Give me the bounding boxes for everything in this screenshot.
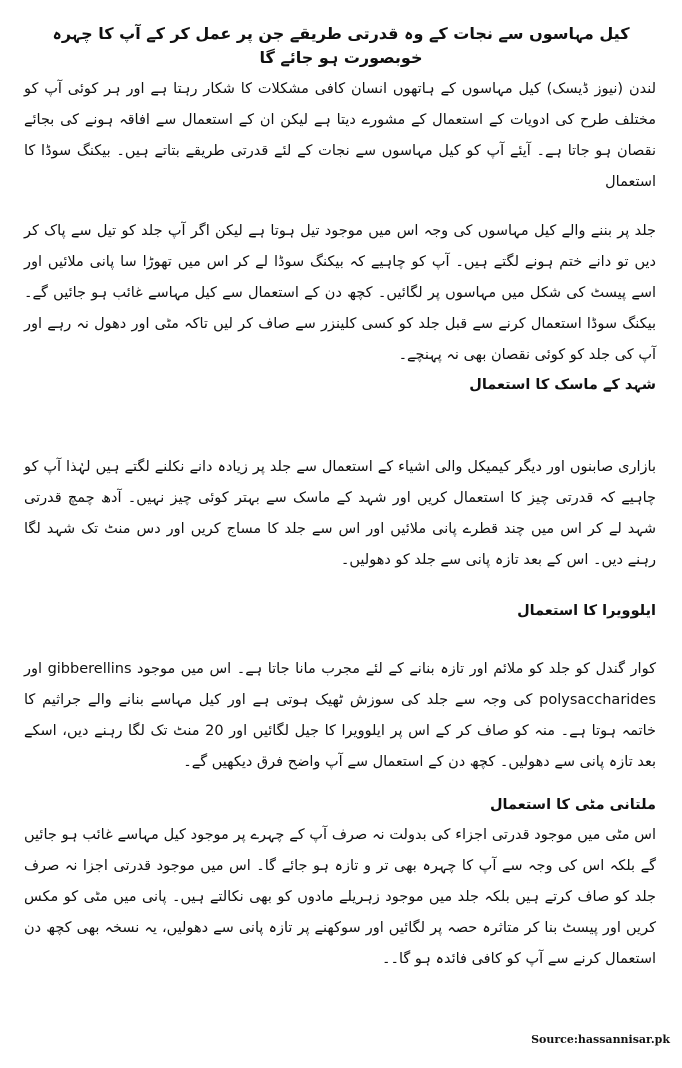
multani-mitti-heading: ملتانی مٹی کا استعمال <box>489 797 656 813</box>
aloe-vera-heading: ایلوویرا کا استعمال <box>517 603 656 619</box>
honey-mask-heading: شہد کے ماسک کا استعمال <box>469 377 656 393</box>
honey-mask-paragraph: بازاری صابنوں اور دیگر کیمیکل والی اشیاء کے استعمال سے جلد پر زیادہ دانے نکلنے لگتے ہیں لہٰذا آپ کو چاہیے کہ قدرتی چیز کا استعمال کریں اور شہد کے ماسک سے بہتر کوئی چیز نہیں۔ آدھ چمچ قدرتی شہد لے کر اس میں چند قطرے پانی ملائیں اور اس سے جلد کا مساج کریں اور دس منٹ تک شہد لگا رہنے دیں۔ اس کے بعد تازہ پانی سے جلد کو دھولیں۔ <box>24 459 656 568</box>
baking-soda-paragraph: جلد پر بننے والے کیل مہاسوں کی وجہ اس میں موجود تیل ہوتا ہے لیکن اگر آپ جلد کو تیل سے پاک کر دیں تو دانے ختم ہونے لگتے ہیں۔ آپ کو چاہیے کہ بیکنگ سوڈا لے کر اس میں تھوڑا سا پانی ملائیں اور اسے پیسٹ کی شکل میں مہاسوں پر لگائیں۔ کچھ دن کے استعمال سے کیل مہاسے غائب ہو جائیں گے۔ بیکنگ سوڈا استعمال کرنے سے قبل جلد کو کسی کلینزر سے صاف کر لیں تاکہ مٹی اور دھول نہ رہے اور آپ کی جلد کو کوئی نقصان بھی نہ پہنچے۔ <box>24 223 656 363</box>
article-title: کیل مہاسوں سے نجات کے وہ قدرتی طریقے جن پر عمل کر کے آپ کا چہرہ خوبصورت ہو جائے گا <box>52 24 630 67</box>
source-credit: Source:hassannisar.pk <box>531 1033 670 1046</box>
intro-paragraph: لندن (نیوز ڈیسک) کیل مہاسوں کے ہاتھوں انسان کافی مشکلات کا شکار رہتا ہے اور ہر کوئی آپ کو مختلف طرح کی ادویات کے استعمال کے مشورے دیتا ہے لیکن ان کے استعمال سے افاقہ ہونے کی بجائے نقصان ہو جاتا ہے۔ آیئے آپ کو کیل مہاسوں سے نجات کے لئے قدرتی طریقے بتاتے ہیں۔ بیکنگ سوڈا کا استعمال <box>24 81 656 190</box>
multani-mitti-paragraph: اس مٹی میں موجود قدرتی اجزاء کی بدولت نہ صرف آپ کے چہرے پر موجود کیل مہاسے غائب ہو جائیں گے بلکہ اس کی وجہ سے آپ کا چہرہ بھی تر و تازہ ہو جائے گا۔ اس میں موجود قدرتی اجزا نہ صرف جلد کو صاف کرتے ہیں بلکہ جلد میں موجود زہریلے مادوں کو بھی نکالتے ہیں۔ پانی میں مٹی کو مکس کریں اور پیسٹ بنا کر متاثرہ حصہ پر لگائیں اور سوکھنے پر تازہ پانی سے دھولیں، یہ نسخہ بھی کچھ دن استعمال کرنے سے آپ کو کافی فائدہ ہو گا۔۔ <box>24 827 656 967</box>
aloe-vera-paragraph: کوار گندل کو جلد کو ملائم اور تازہ بنانے کے لئے مجرب مانا جاتا ہے۔ اس میں موجود gibberellins اور polysaccharides کی وجہ سے جلد کی سوزش ٹھیک ہوتی ہے اور کیل مہاسے بنانے والے جراثیم کا خاتمہ ہوتا ہے۔ منہ کو صاف کر کے اس پر ایلوویرا کا جیل لگائیں اور 20 منٹ تک لگا رہنے دیں، اسکے بعد تازہ پانی سے دھولیں۔ کچھ دن کے استعمال سے آپ واضح فرق دیکھیں گے۔ <box>24 661 656 770</box>
